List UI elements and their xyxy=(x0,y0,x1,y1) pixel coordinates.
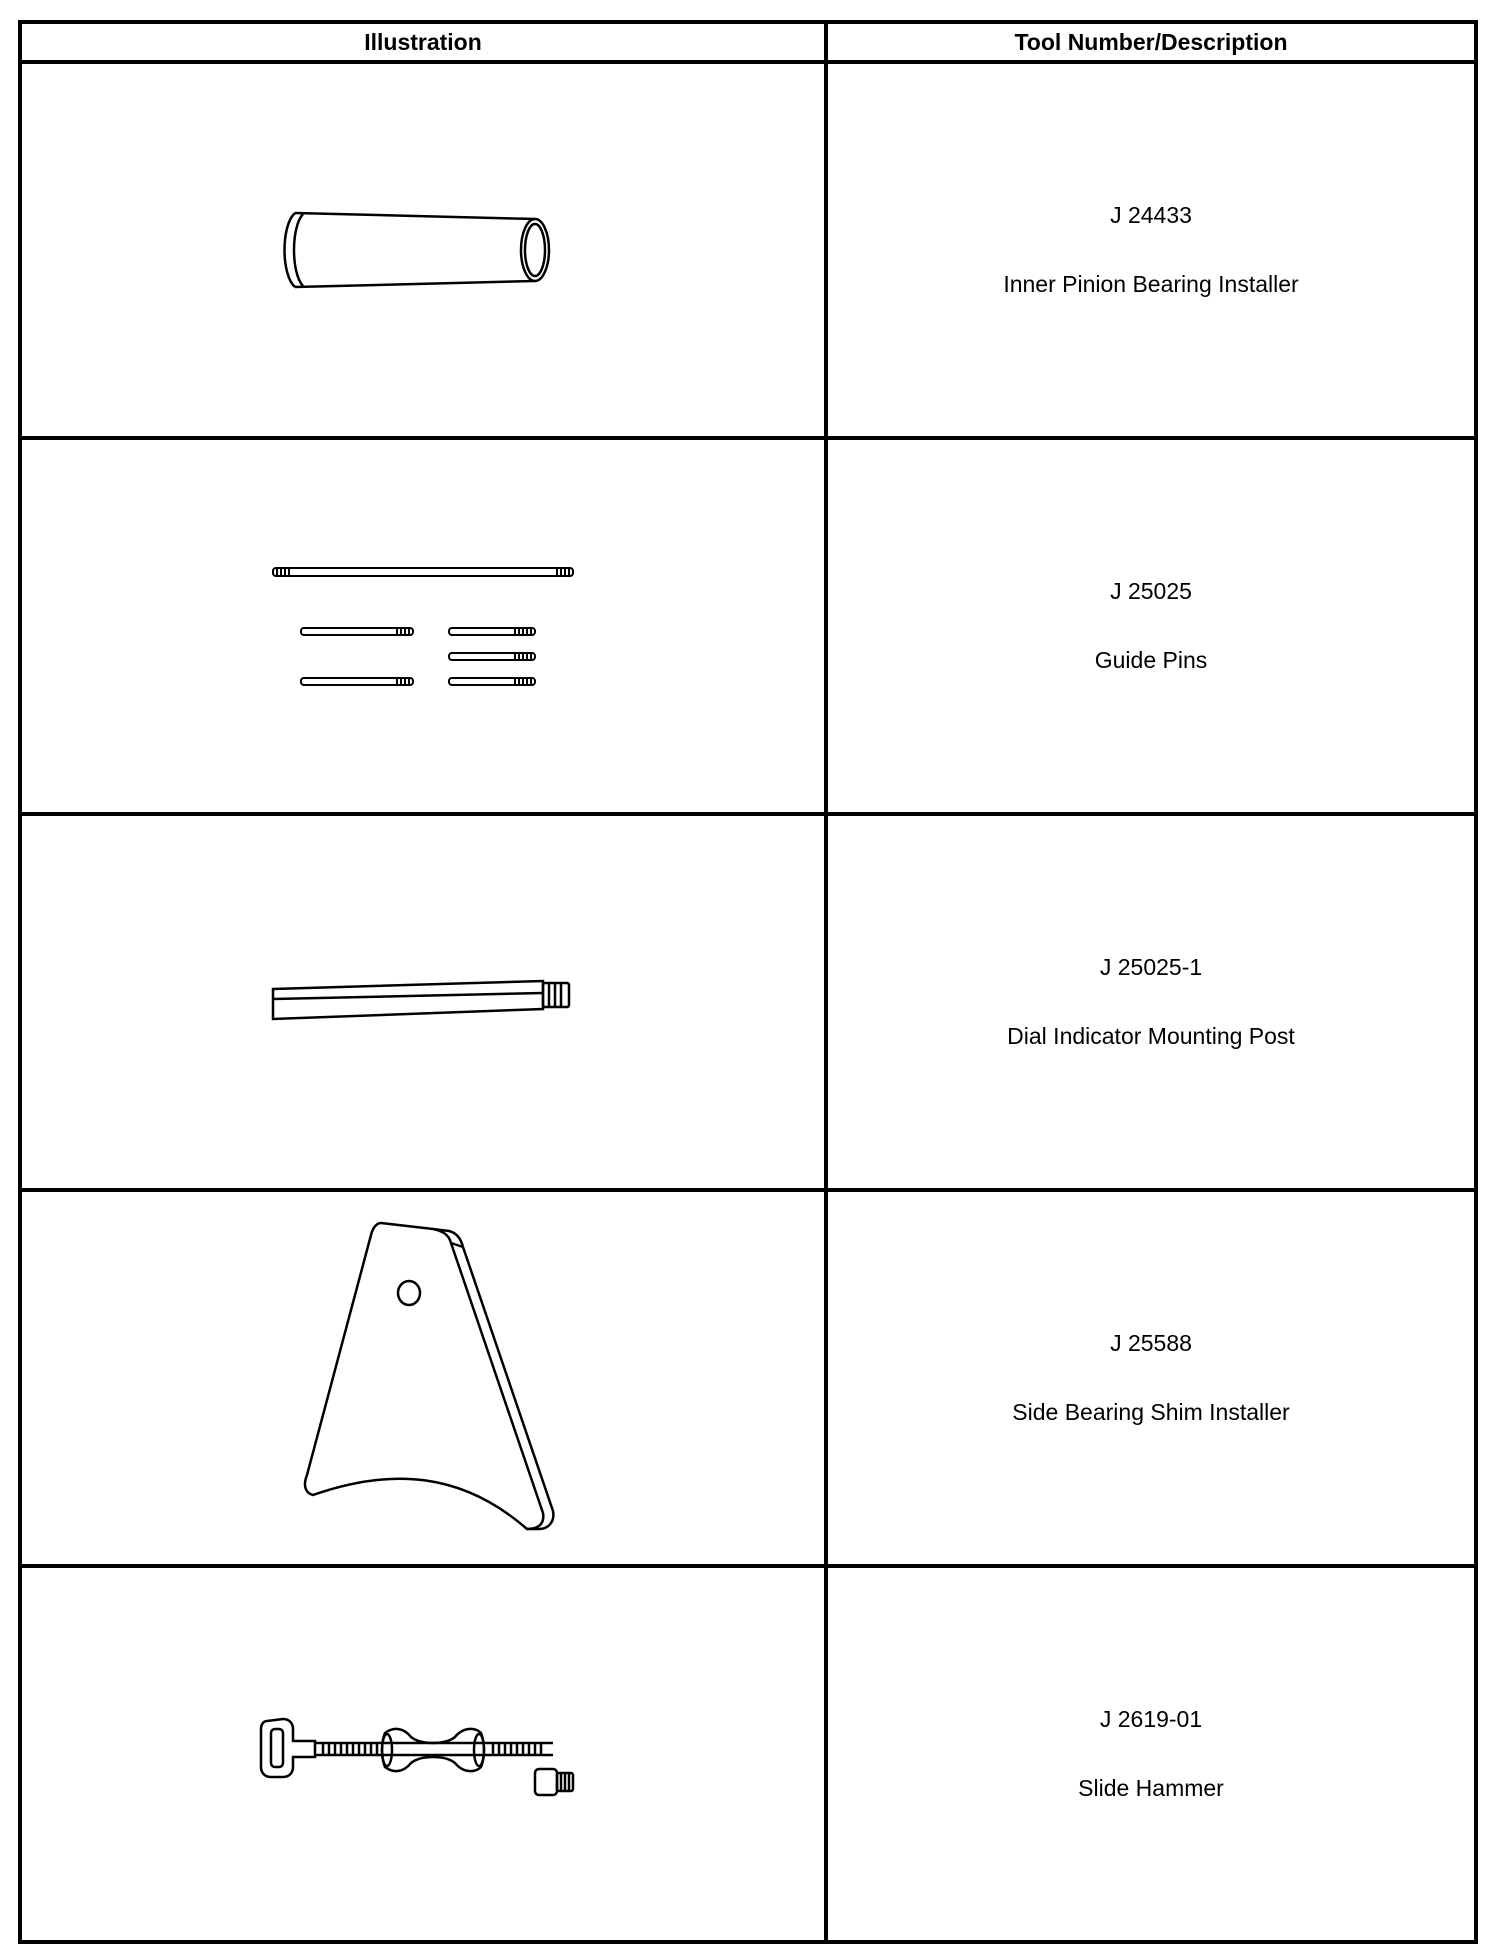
mounting-post-icon xyxy=(253,967,593,1037)
description-cell xyxy=(826,814,1476,1190)
tool-number: J 25588 xyxy=(1110,1330,1192,1356)
tool-number: J 24433 xyxy=(1110,202,1192,228)
illustration-cell xyxy=(20,1566,826,1942)
illustration-cell xyxy=(20,814,826,1190)
bearing-installer-tube-icon xyxy=(273,195,573,305)
description-cell xyxy=(826,1566,1476,1942)
description-cell xyxy=(826,62,1476,438)
tool-number: J 25025-1 xyxy=(1099,954,1203,980)
table-row xyxy=(20,1566,1476,1942)
tool-number: J 2619-01 xyxy=(1099,1706,1203,1732)
shim-installer-icon xyxy=(273,1213,573,1543)
description-cell xyxy=(826,1190,1476,1566)
tool-description: Inner Pinion Bearing Installer xyxy=(1003,271,1299,297)
table-header-row xyxy=(20,22,1476,62)
guide-pins-icon xyxy=(253,556,593,696)
tool-description: Slide Hammer xyxy=(1078,1775,1224,1801)
slide-hammer-icon xyxy=(253,1699,593,1809)
special-tools-table xyxy=(18,20,1478,1944)
table-row xyxy=(20,814,1476,1190)
tool-description: Dial Indicator Mounting Post xyxy=(1007,1023,1295,1049)
illustration-cell xyxy=(20,62,826,438)
illustration-cell xyxy=(20,1190,826,1566)
tool-description-header: Tool Number/Description xyxy=(826,22,1476,62)
description-cell xyxy=(826,438,1476,814)
tool-description: Guide Pins xyxy=(1094,647,1208,673)
tool-description: Side Bearing Shim Installer xyxy=(1012,1399,1290,1425)
illustration-header: Illustration xyxy=(20,22,826,62)
table-row xyxy=(20,1190,1476,1566)
tool-number: J 25025 xyxy=(1110,578,1192,604)
table-row xyxy=(20,62,1476,438)
table-row xyxy=(20,438,1476,814)
illustration-cell xyxy=(20,438,826,814)
